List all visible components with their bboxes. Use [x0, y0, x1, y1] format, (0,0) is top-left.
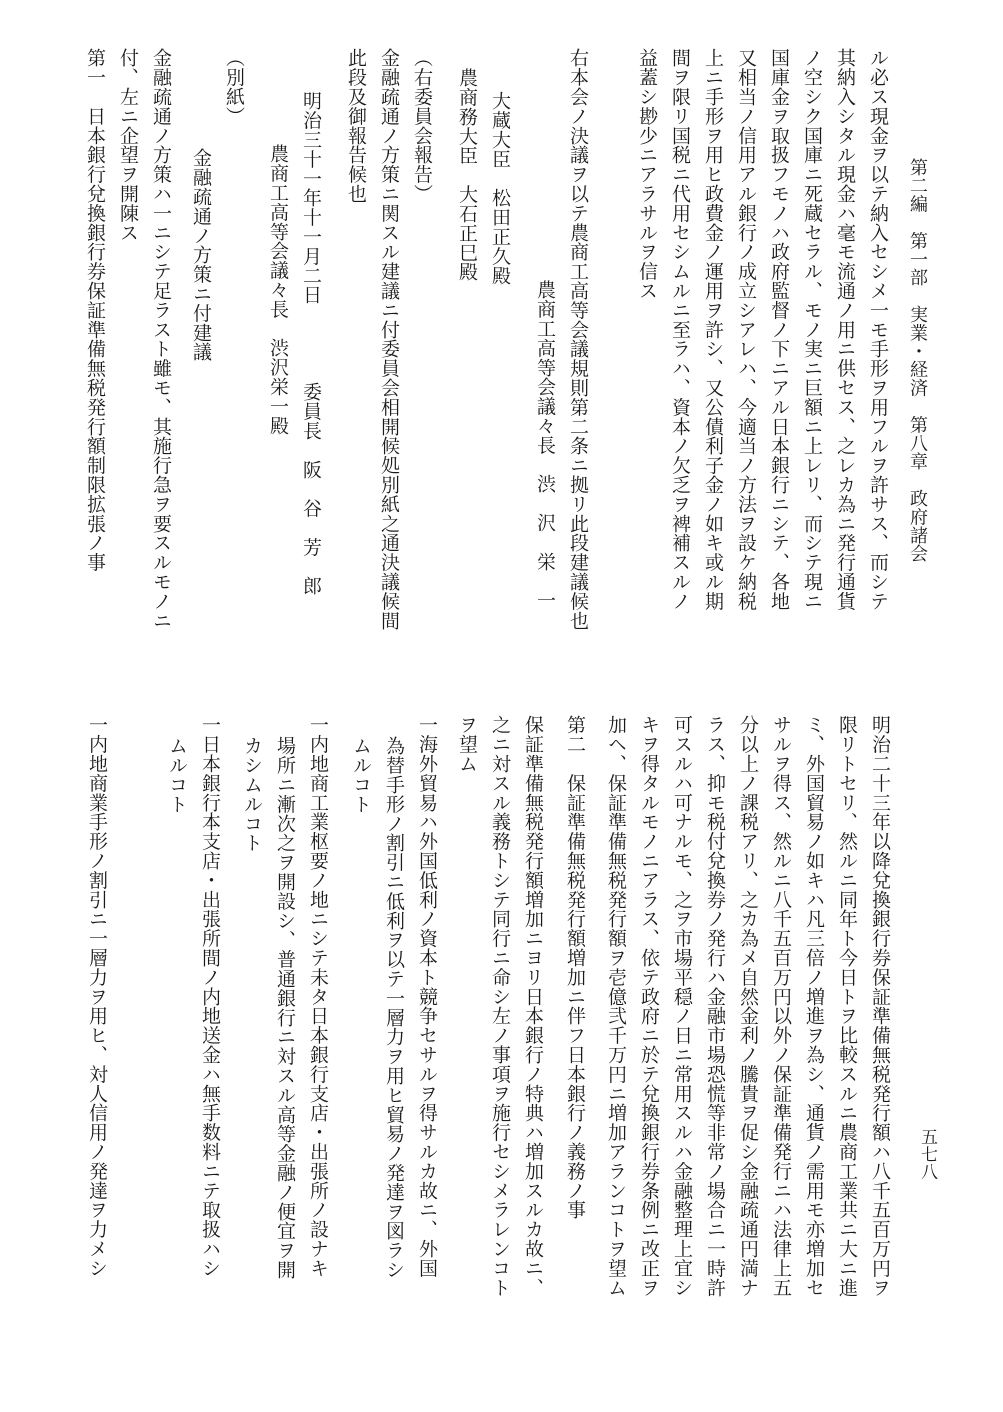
upper-line: 農商務大臣 大石正巳殿 — [456, 68, 478, 282]
lower-line: キヲ得タルモノニアラス、依テ政府ニ於テ兌換銀行券条例ニ改正ヲ — [638, 715, 660, 1297]
lower-line: 保証準備無税発行額増加ニヨリ日本銀行ノ特典ハ増加スルカ故ニ、 — [522, 715, 544, 1297]
lower-line: 加ヘ、保証準備無税発行額ヲ壱億弐千万円ニ増加アランコトヲ望ム — [605, 715, 627, 1297]
lower-line: 限リトセリ、然ルニ同年ト今日トヲ比較スルニ農商工業共ニ大ニ進 — [836, 715, 858, 1297]
upper-line: 金融疏通ノ方策ニ関スル建議ニ付委員会相開候処別紙之通決議候間 — [378, 48, 400, 630]
lower-line: ラス、抑モ税付兌換券ノ発行ハ金融市場恐慌等非常ノ場合ニ一時許 — [704, 715, 726, 1297]
lower-line: 為替手形ノ割引ニ低利ヲ以テ一層力ヲ用ヒ貿易ノ発達ヲ図ラシ — [383, 736, 405, 1280]
lower-line: 之ニ対スル義務トシテ同行ニ命シ左ノ事項ヲ施行セシメラレンコト — [489, 715, 511, 1297]
lower-line: 可スルハ可ナルモ、之ヲ市場平穏ノ日ニ常用スルハ金融整理上宜シ — [671, 715, 693, 1297]
upper-line: 金融疏通ノ方策ハ一ニシテ足ラスト雖モ、其施行急ヲ要スルモノニ — [150, 48, 172, 630]
upper-line: 付、左ニ企望ヲ開陳ス — [117, 48, 139, 242]
upper-line: ノ空シク国庫ニ死蔵セラル、モノ実ニ巨額ニ上レリ、而シテ現ニ — [801, 48, 823, 611]
upper-line: 益蓋シ尠少ニアラサルヲ信ス — [636, 48, 658, 301]
upper-line: 上ニ手形ヲ用ヒ政費金ノ運用ヲ許シ、又公債利子金ノ如キ或ル期 — [702, 48, 724, 611]
lower-line: 場所ニ漸次之ヲ開設シ、普通銀行ニ対スル高等金融ノ便宜ヲ開 — [274, 736, 296, 1280]
upper-line: ル必ス現金ヲ以テ納入セシメ一モ手形ヲ用フルヲ許サス、而シテ — [867, 48, 889, 611]
page-number: 五七八 — [917, 1128, 937, 1181]
lower-line: ミ、外国貿易ノ如キハ凡三倍ノ増進ヲ為シ、通貨ノ需用モ亦増加セ — [803, 715, 825, 1297]
upper-line: 農商工高等会議々長 渋沢栄一殿 — [267, 144, 289, 435]
lower-line: サルヲ得ス、然ルニ八千五百万円以外ノ保証準備発行ニハ法律上五 — [770, 715, 792, 1297]
lower-line: 一内地商工業枢要ノ地ニシテ未タ日本銀行支店・出張所ノ設ナキ — [307, 715, 329, 1278]
upper-line: 農商工高等会議々長 渋 沢 栄 一 — [534, 280, 556, 610]
upper-line: （別紙） — [223, 48, 245, 126]
upper-line: 大蔵大臣 松田正久殿 — [489, 91, 511, 285]
lower-line: ムルコト — [166, 736, 188, 814]
upper-line: 明治三十一年十一月二日 委員長 阪 谷 芳 郎 — [300, 91, 322, 596]
upper-line: （右委員会報告） — [411, 48, 433, 204]
lower-line: 一内地商業手形ノ割引ニ一層力ヲ用ヒ、対人信用ノ発達ヲ力メシ — [86, 715, 108, 1278]
lower-line: 分以上ノ課税アリ、之カ為メ自然金利ノ騰貴ヲ促シ金融疏通円満ナ — [737, 715, 759, 1297]
upper-line: 其納入シタル現金ハ毫モ流通ノ用ニ供セス、之レカ為ニ発行通貨 — [834, 48, 856, 611]
upper-line: 第一 日本銀行兌換銀行券保証準備無税発行額制限拡張ノ事 — [84, 48, 106, 572]
upper-line: 間ヲ限リ国税ニ代用セシムルニ至ラハ、資本ノ欠乏ヲ裨補スルノ — [669, 48, 691, 611]
lower-line: 一日本銀行本支店・出張所間ノ内地送金ハ無手数料ニテ取扱ハシ — [199, 715, 221, 1278]
lower-line: カシムルコト — [241, 736, 263, 853]
lower-line: 明治二十三年以降兌換銀行券保証準備無税発行額ハ八千五百万円ヲ — [869, 715, 891, 1297]
upper-line: 右本会ノ決議ヲ以テ農商工高等会議規則第二条ニ拠リ此段建議候也 — [567, 48, 589, 630]
lower-line: 第二 保証準備無税発行額増加ニ伴フ日本銀行ノ義務ノ事 — [564, 715, 586, 1220]
upper-line: 又相当ノ信用アル銀行ノ成立シアレハ、今適当ノ方法ヲ設ケ納税 — [735, 48, 757, 611]
upper-line: 国庫金ヲ取扱フモノハ政府監督ノ下ニアル日本銀行ニシテ、各地 — [768, 48, 790, 611]
lower-line: ヲ望ム — [456, 715, 478, 774]
upper-line: 此段及御報告候也 — [345, 48, 367, 204]
lower-line: ムルコト — [350, 736, 372, 814]
lower-line: 一海外貿易ハ外国低利ノ資本ト競争セサルヲ得サルカ故ニ、外国 — [416, 715, 438, 1278]
running-head: 第二編 第一部 実業・経済 第八章 政府諸会 — [907, 158, 928, 563]
upper-line: 金融疏通ノ方策ニ付建議 — [190, 148, 212, 362]
